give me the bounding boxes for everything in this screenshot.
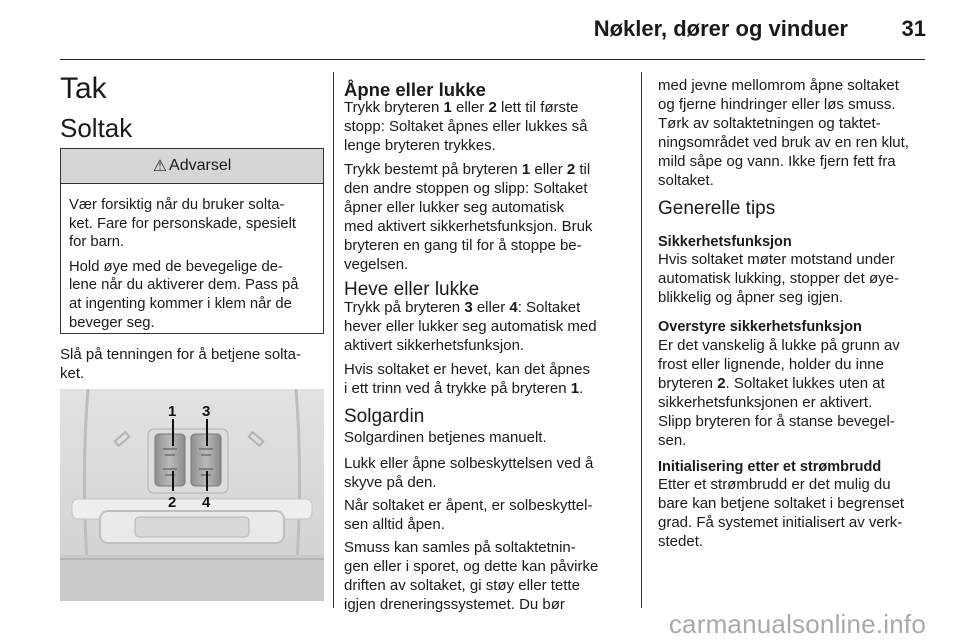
figure-label-1: 1	[168, 403, 177, 420]
text-run: Hvis soltaket er hevet, kan det åpnes	[344, 361, 590, 378]
warning-title: Advarsel	[169, 157, 232, 174]
heading-sunblind: Solgardin	[344, 406, 425, 427]
heading-safety-function: Sikkerhetsfunksjon	[658, 234, 792, 250]
switch-ref: 1	[521, 161, 531, 178]
text-run: grad. Få systemet initialisert av verk-	[658, 514, 903, 531]
warning-triangle-icon: ⚠	[152, 158, 168, 175]
warning-line: Hold øye med de bevegelige de-	[69, 258, 283, 275]
raise-lower-paragraph-1	[344, 298, 634, 355]
text-run: gen eller i sporet, og dette kan påvirke	[344, 558, 599, 575]
text-run: stopp: Soltaket åpnes eller lukkes så	[344, 118, 588, 135]
running-header-title: Nøkler, dører og vinduer	[593, 16, 848, 41]
continued-paragraph	[658, 76, 938, 190]
sunroof-switch-illustration	[60, 389, 324, 601]
text-run: aktivert sikkerhetsfunksjon.	[344, 337, 525, 354]
text-run: sen alltid åpen.	[344, 516, 445, 533]
warning-line: beveger seg.	[69, 314, 155, 331]
text-run: med jevne mellomrom åpne soltaket	[658, 77, 899, 94]
sunblind-paragraph-1: Solgardinen betjenes manuelt.	[344, 429, 547, 446]
text-run: Smuss kan samles på soltaktetnin-	[344, 539, 576, 556]
text-run: Slipp bryteren for å stanse bevegel-	[658, 413, 895, 430]
subsection-title: Soltak	[60, 113, 133, 143]
text-run: Er det vanskelig å lukke på grunn av	[658, 337, 900, 354]
text-run: eller	[472, 299, 510, 316]
text-run: bare kan betjene soltaket i begrenset	[658, 495, 904, 512]
warning-line: ket. Fare for personskade, spesielt	[69, 215, 296, 232]
text-run: lett til første	[496, 99, 579, 116]
page-number: 31	[901, 16, 926, 41]
switch-ref: 2	[717, 375, 726, 392]
text-run: og fjerne hindringer eller løs smuss.	[658, 96, 896, 113]
text-run: eller	[451, 99, 489, 116]
intro-line: ket.	[60, 365, 85, 382]
text-run: Etter et strømbrudd er det mulig du	[658, 476, 891, 493]
text-run: sen.	[658, 432, 687, 449]
text-run: sikkerhetsfunksjonen er aktivert.	[658, 394, 873, 411]
text-run: Hvis soltaket møter motstand under	[658, 251, 895, 268]
text-run: igjen dreneringssystemet. Du bør	[344, 596, 565, 613]
switch-ref: 3	[464, 299, 473, 316]
sunblind-paragraph-3	[344, 496, 634, 534]
sunblind-paragraph-2	[344, 454, 634, 492]
text-run: Trykk bryteren	[344, 99, 444, 116]
text-run: automatisk lukking, stopper det øye-	[658, 270, 899, 287]
heading-initialization: Initialisering etter et strømbrudd	[658, 459, 882, 475]
figure-label-2: 2	[168, 494, 177, 511]
text-run: Lukk eller åpne solbeskyttelsen ved å	[344, 455, 594, 472]
text-run: : Soltaket	[517, 299, 581, 316]
text-run: lenge bryteren trykkes.	[344, 137, 496, 154]
text-run: soltaket.	[658, 172, 714, 189]
text-run: ningsområdet ved bruk av en ren klut,	[658, 134, 909, 151]
heading-override-safety: Overstyre sikkerhetsfunksjon	[658, 319, 862, 335]
watermark: carmanualsonline.info	[668, 609, 926, 639]
warning-paragraph-1	[69, 196, 315, 252]
warning-line: lene når du aktiverer dem. Pass på	[69, 277, 299, 294]
text-run: med aktivert sikkerhetsfunksjon. Bruk	[344, 218, 593, 235]
raise-lower-paragraph-2	[344, 360, 634, 398]
init-paragraph	[658, 475, 938, 551]
text-run: Trykk på bryteren	[344, 299, 465, 316]
column-divider-2	[641, 72, 642, 608]
switch-ref: 4	[509, 299, 518, 316]
text-run: blikkelig og åpner seg igjen.	[658, 289, 844, 306]
sunroof-switch-figure	[60, 389, 324, 601]
section-title: Tak	[60, 72, 107, 105]
text-run: . Soltaket lukkes uten at	[725, 375, 885, 392]
warning-header	[61, 149, 323, 184]
open-close-paragraph-2	[344, 160, 634, 274]
text-run: hever eller lukker seg automatisk med	[344, 318, 597, 335]
text-run: den andre stoppen og slipp: Soltaket	[344, 180, 588, 197]
text-run: bryteren en gang til for å stoppe be-	[344, 237, 582, 254]
safety-paragraph	[658, 250, 938, 307]
heading-general-tips: Generelle tips	[658, 198, 776, 219]
text-run: Tørk av soltaktetningen og taktet-	[658, 115, 881, 132]
sunblind-paragraph-4	[344, 538, 634, 614]
text-run: i ett trinn ved å trykke på bryteren	[344, 380, 571, 397]
text-run: vegelsen.	[344, 256, 409, 273]
override-paragraph	[658, 336, 938, 450]
text-run: bryteren	[658, 375, 718, 392]
text-run: driften av soltaket, gi støy eller tette	[344, 577, 580, 594]
warning-line: for barn.	[69, 234, 125, 251]
warning-box	[60, 148, 324, 334]
heading-open-close: Åpne eller lukke	[344, 79, 486, 100]
warning-line: at ingenting kommer i klem når de	[69, 295, 292, 312]
switch-ref: 2	[566, 161, 576, 178]
warning-body	[61, 184, 323, 332]
text-run: åpner eller lukker seg automatisk	[344, 199, 565, 216]
text-run: frost eller lignende, holder du inne	[658, 356, 884, 373]
text-run: eller	[530, 161, 567, 178]
text-run: Når soltaket er åpent, er solbeskyttel-	[344, 497, 593, 514]
figure-label-4: 4	[202, 494, 211, 511]
text-run: Trykk bestemt på bryteren	[344, 161, 522, 178]
switch-ref: 2	[488, 99, 497, 116]
header-rule	[60, 59, 925, 60]
text-run: skyve på den.	[344, 474, 437, 491]
sunroof-switch-1-2	[155, 434, 185, 486]
switch-ref: 1	[570, 380, 580, 397]
text-run: til	[575, 161, 591, 178]
intro-line: Slå på tenningen for å betjene solta-	[60, 346, 302, 363]
heading-raise-lower: Heve eller lukke	[344, 279, 480, 300]
text-run: .	[579, 380, 584, 397]
warning-paragraph-2	[69, 258, 315, 332]
column-divider-1	[333, 72, 334, 608]
intro-paragraph	[60, 345, 330, 383]
switch-ref: 1	[443, 99, 452, 116]
text-run: mild såpe og vann. Ikke fjern fett fra	[658, 153, 896, 170]
figure-label-3: 3	[202, 403, 211, 420]
text-run: stedet.	[658, 533, 704, 550]
open-close-paragraph-1	[344, 98, 634, 155]
warning-line: Vær forsiktig når du bruker solta-	[69, 197, 285, 213]
